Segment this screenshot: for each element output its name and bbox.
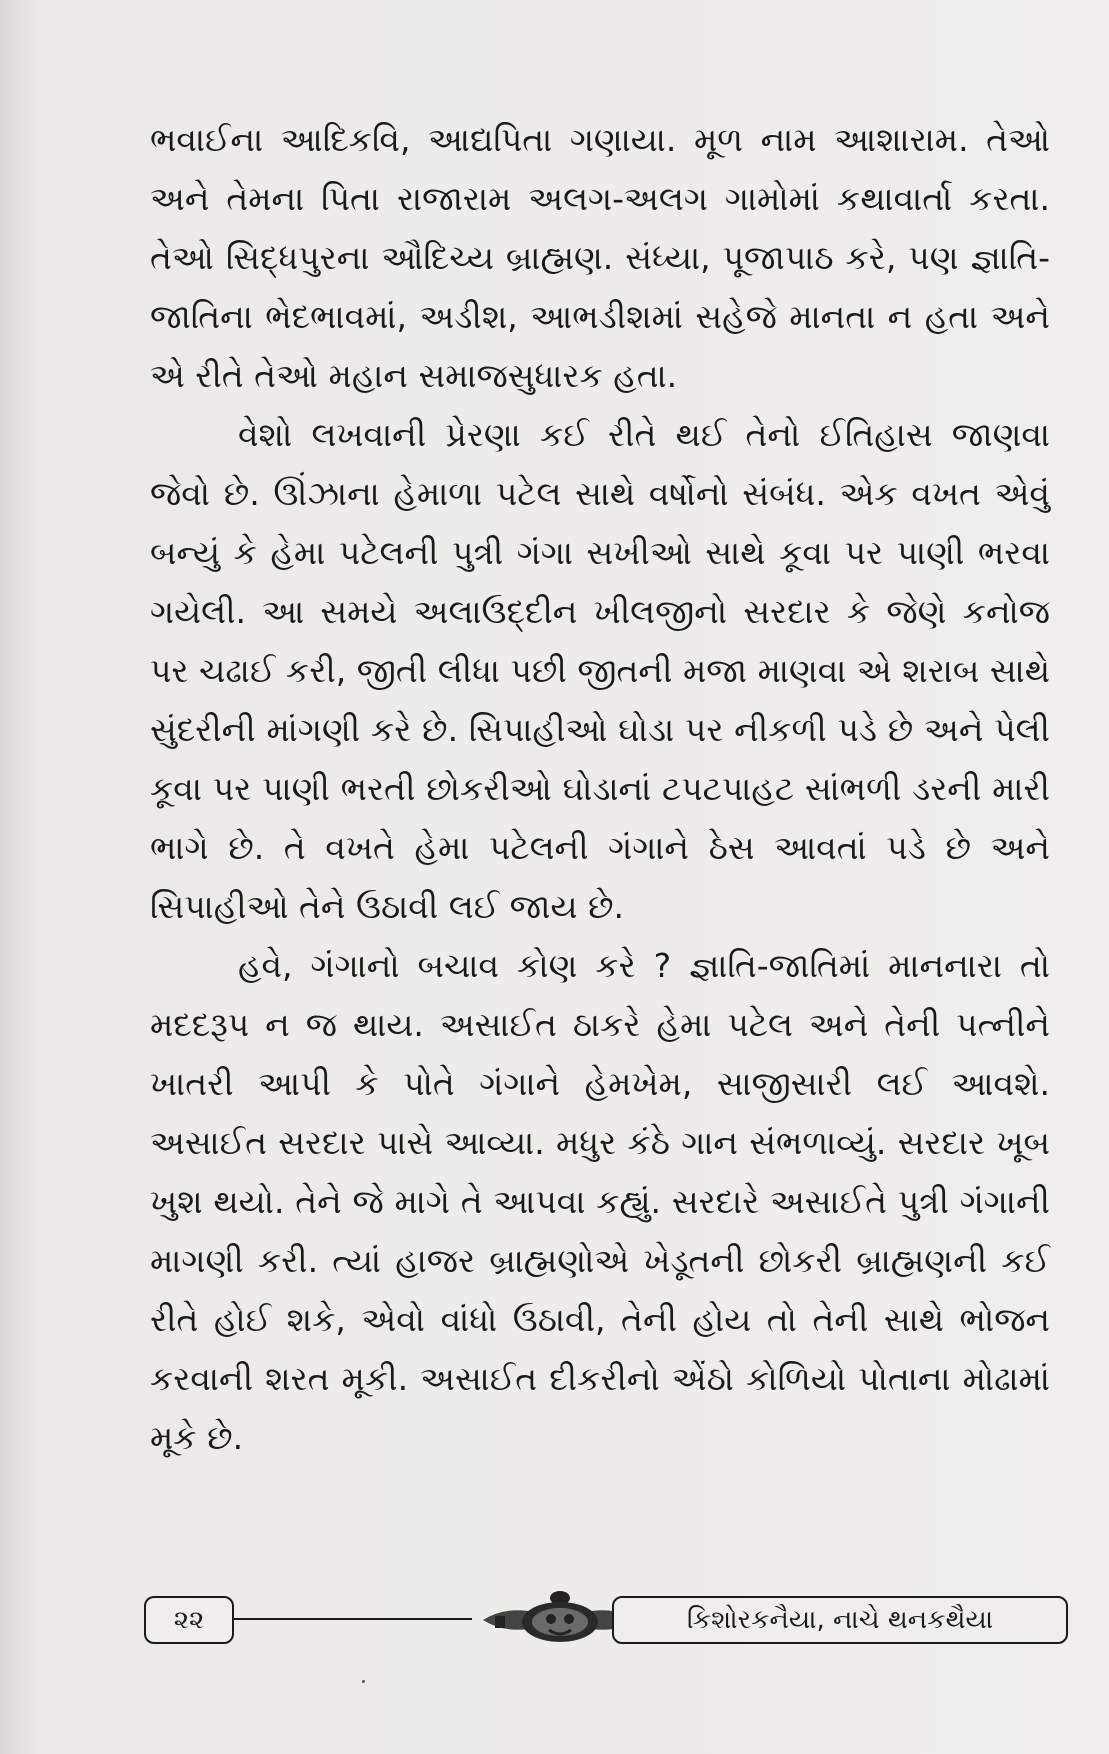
page-number: ૨૨ [144,1596,234,1644]
footer-rule-left [232,1618,472,1620]
paragraph-3: હવે, ગંગાનો બચાવ કોણ કરે ? જ્ઞાતિ-જાતિમાં માનનારા તો મદદરૂપ ન જ થાય. અસાઈત ઠાકરે હેમા પટેલ અને તેની પત્નીને ખાતરી આપી કે પોતે ગંગાને હેમખેમ, સાજીસારી લઈ આવશે. અસાઈત સરદાર પાસે આવ્યા. મધુર કંઠે ગાન સંભળાવ્યું. સરદાર ખૂબ ખુશ થયો. તેને જે માગે તે આપવા કહ્યું. સરદારે અસાઈતે પુત્રી ગંગાની માગણી કરી. ત્યાં હાજર બ્રાહ્મણોએ ખેડૂતની છોકરી બ્રાહ્મણની કઈ રીતે હોઈ શકે, એવો વાંધો ઉઠાવી, તેની હોય તો તેની સાથે ભોજન કરવાની શરત મૂકી. અસાઈત દીકરીનો એંઠો કોળિયો પોતાના મોઢામાં મૂકે છે. [150,946,1050,1457]
body-text [150,110,1050,1467]
paragraph-2: વેશો લખવાની પ્રેરણા કઈ રીતે થઈ તેનો ઈતિહાસ જાણવા જેવો છે. ઊંઝાના હેમાળા પટેલ સાથે વર્ષોનો સંબંધ. એક વખત એવું બન્યું કે હેમા પટેલની પુત્રી ગંગા સખીઓ સાથે કૂવા પર પાણી ભરવા ગયેલી. આ સમયે અલાઉદ્દીન ખીલજીનો સરદાર કે જેણે કનોજ પર ચઢાઈ કરી, જીતી લીધા પછી જીતની મજા માણવા એ શરાબ સાથે સુંદરીની માંગણી કરે છે. સિપાહીઓ ઘોડા પર નીકળી પડે છે અને પેલી કૂવા પર પાણી ભરતી છોકરીઓ ઘોડાનાં ટપટપાહટ સાંભળી ડરની મારી ભાગે છે. તે વખતે હેમા પટેલની ગંગાને ઠેસ આવતાં પડે છે અને સિપાહીઓ તેને ઉઠાવી લઈ જાય છે. [150,415,1050,926]
speck [362,1680,365,1683]
paragraph-1: ભવાઈના આદિકવિ, આદ્યપિતા ગણાયા. મૂળ નામ આશારામ. તેઓ અને તેમના પિતા રાજારામ અલગ-અલગ ગામોમાં કથાવાર્તા કરતા. તેઓ સિદ્ધપુરના ઔદિચ્ય બ્રાહ્મણ. સંધ્યા, પૂજાપાઠ કરે, પણ જ્ઞાતિ-જાતિના ભેદભાવમાં, અડીશ, આભડીશમાં સહેજે માનતા ન હતા અને એ રીતે તેઓ મહાન સમાજસુધારક હતા. [150,120,1050,395]
page-footer [140,1588,1070,1648]
series-title: કિશોરકનૈયા, નાચે થનકથૈયા [612,1596,1068,1644]
